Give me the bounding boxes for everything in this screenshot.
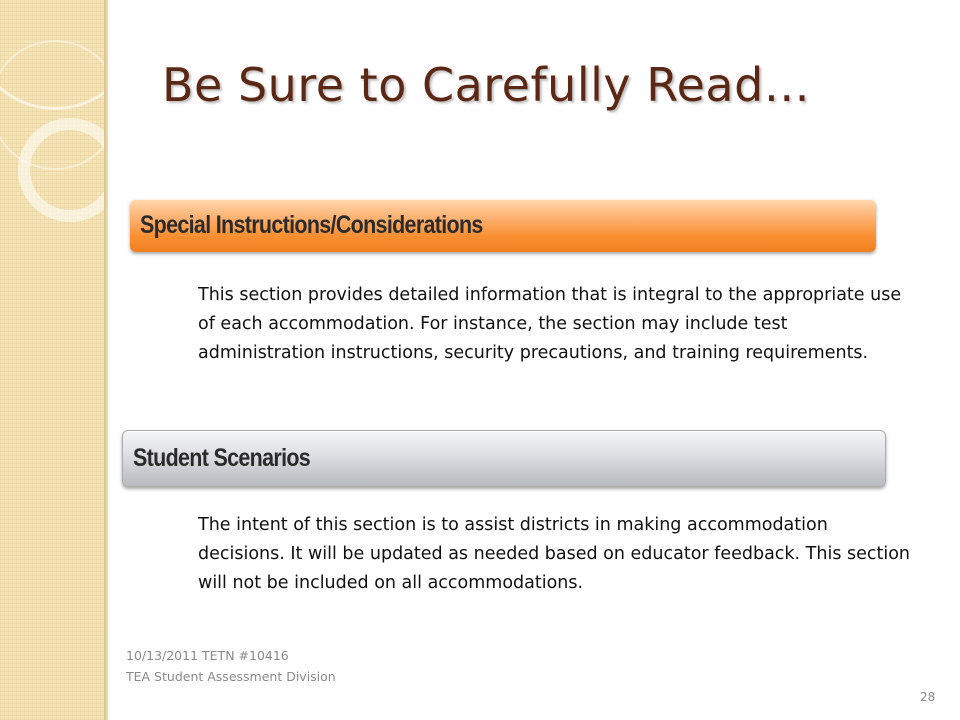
special-instructions-text: This section provides detailed information that is integral to the appropriate use of each accommodation. For instance, the section may include test administration instructions, security precautions, and training requirements. — [198, 285, 902, 363]
student-scenarios-banner — [122, 430, 886, 487]
footer-division-line: TEA Student Assessment Division — [126, 669, 336, 684]
sidebar-edge — [104, 0, 108, 720]
student-scenarios-text: The intent of this section is to assist districts in making accommodation decisions. It will be updated as needed based on educator feedback. This section will not be included on all accommodations. — [198, 515, 911, 593]
slide-footer — [126, 645, 336, 687]
decorative-sidebar — [0, 0, 104, 720]
page-number: 28 — [920, 690, 936, 704]
special-instructions-banner — [130, 199, 876, 252]
special-instructions-banner-label: Special Instructions/Considerations — [140, 211, 483, 239]
student-scenarios-banner-label: Student Scenarios — [133, 444, 311, 472]
slide-title: Be Sure to Carefully Read… — [162, 58, 811, 112]
footer-date-line: 10/13/2011 TETN #10416 — [126, 648, 289, 663]
